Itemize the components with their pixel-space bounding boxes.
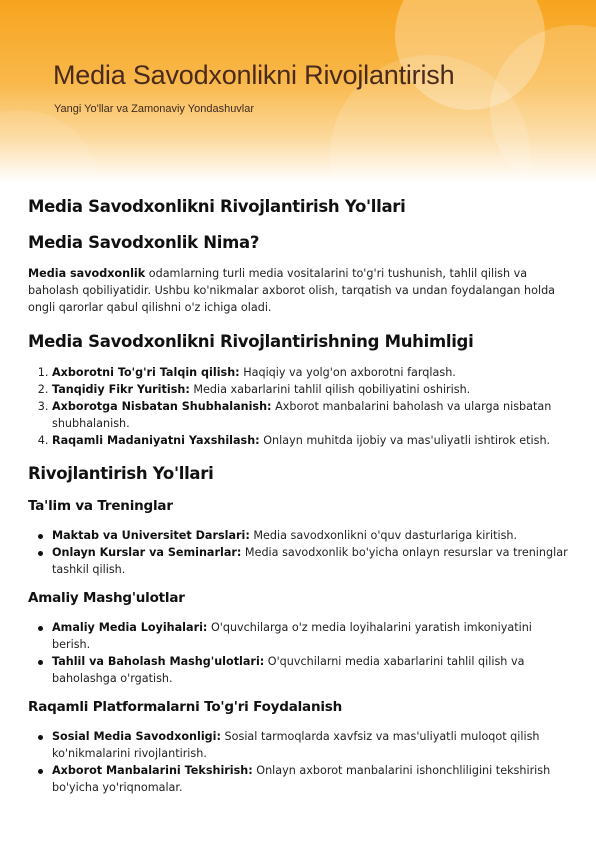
section-heading-ways: Rivojlantirish Yo'llari bbox=[28, 464, 214, 483]
definition-paragraph bbox=[28, 265, 568, 316]
list-item bbox=[52, 653, 568, 687]
bullet-list bbox=[28, 619, 568, 687]
document-subtitle: Yangi Yo'llar va Zamonaviy Yondashuvlar bbox=[54, 103, 255, 115]
item-term: Axborotni To'g'ri Talqin qilish: bbox=[52, 366, 240, 379]
list-item bbox=[52, 619, 568, 653]
header-banner bbox=[0, 0, 596, 182]
list-item bbox=[52, 398, 568, 432]
item-term: Axborot Manbalarini Tekshirish: bbox=[52, 764, 253, 777]
item-term: Maktab va Universitet Darslari: bbox=[52, 529, 250, 542]
item-term: Amaliy Media Loyihalari: bbox=[52, 621, 208, 634]
item-term: Axborotga Nisbatan Shubhalanish: bbox=[52, 400, 272, 413]
item-text: Onlayn muhitda ijobiy va mas'uliyatli ishtirok etish. bbox=[259, 434, 551, 447]
item-text: Haqiqiy va yolg'on axborotni farqlash. bbox=[239, 366, 456, 379]
item-text: Sosial tarmoqlarda xavfsiz va mas'uliyatli muloqot qilish ko'nikmalarini rivojlantirish. bbox=[52, 730, 540, 760]
definition-text: odamlarning turli media vositalarini to'g'ri tushunish, tahlil qilish va baholash qobiliyatidir. Ushbu ko'nikmalar axborot olish, tarqatish va undan foydalangan holda ongli qarorlar qabul qilishni o'z ichiga oladi. bbox=[28, 267, 556, 314]
definition-term: Media savodxonlik bbox=[28, 267, 146, 280]
subsection-heading: Ta'lim va Treninglar bbox=[28, 498, 173, 514]
item-text: O'quvchilarni media xabarlarini tahlil qilish va baholashga o'rgatish. bbox=[52, 655, 525, 685]
list-item bbox=[52, 381, 568, 398]
bullet-list bbox=[28, 728, 568, 796]
section-heading-what: Media Savodxonlik Nima? bbox=[28, 233, 260, 252]
decorative-circle bbox=[0, 110, 100, 182]
item-term: Onlayn Kurslar va Seminarlar: bbox=[52, 546, 242, 559]
item-text: Media xabarlarini tahlil qilish qobiliyatini oshirish. bbox=[189, 383, 471, 396]
item-term: Sosial Media Savodxonligi: bbox=[52, 730, 221, 743]
item-term: Tahlil va Baholash Mashg'ulotlari: bbox=[52, 655, 265, 668]
list-item bbox=[52, 432, 568, 449]
item-text: Onlayn axborot manbalarini ishonchliligini tekshirish bo'yicha yo'riqnomalar. bbox=[52, 764, 551, 794]
subsection-heading: Raqamli Platformalarni To'g'ri Foydalanish bbox=[28, 699, 343, 715]
importance-list bbox=[28, 364, 568, 449]
section-heading-importance: Media Savodxonlikni Rivojlantirishning Muhimligi bbox=[28, 332, 474, 351]
item-text: Media savodxonlik bo'yicha onlayn resurslar va treninglar tashkil qilish. bbox=[52, 546, 568, 576]
item-term: Tanqidiy Fikr Yuritish: bbox=[52, 383, 190, 396]
bullet-list bbox=[28, 527, 568, 578]
list-item bbox=[52, 728, 568, 762]
item-text: Axborot manbalarini baholash va ularga nisbatan shubhalanish. bbox=[52, 400, 552, 430]
item-text: O'quvchilarga o'z media loyihalarini yaratish imkoniyatini berish. bbox=[52, 621, 532, 651]
list-item bbox=[52, 527, 568, 544]
document-body bbox=[28, 197, 568, 796]
document-title: Media Savodxonlikni Rivojlantirish bbox=[53, 60, 455, 90]
list-item bbox=[52, 762, 568, 796]
list-item bbox=[52, 544, 568, 578]
subsection-heading: Amaliy Mashg'ulotlar bbox=[28, 590, 185, 606]
item-term: Raqamli Madaniyatni Yaxshilash: bbox=[52, 434, 260, 447]
item-text: Media savodxonlikni o'quv dasturlariga kiritish. bbox=[249, 529, 518, 542]
list-item bbox=[52, 364, 568, 381]
main-heading: Media Savodxonlikni Rivojlantirish Yo'llari bbox=[28, 197, 406, 216]
